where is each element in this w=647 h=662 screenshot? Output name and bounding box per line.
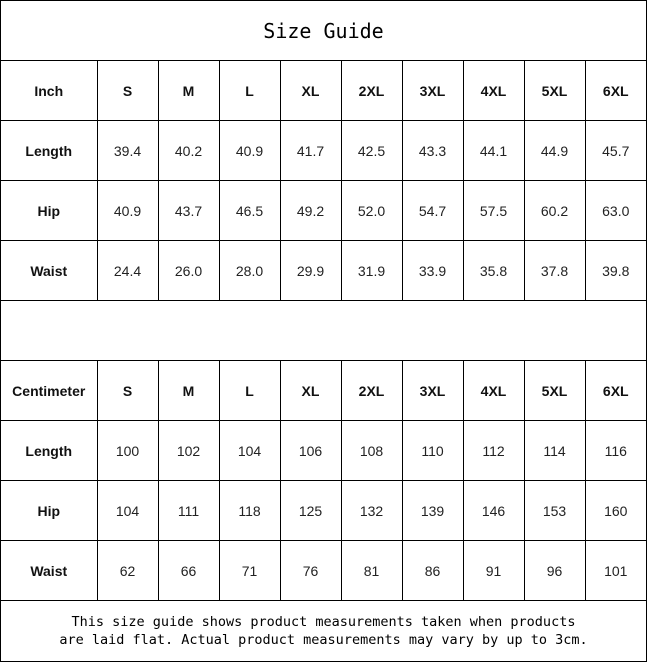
- table-cell: 57.5: [463, 181, 524, 241]
- table-row: [1, 121, 646, 181]
- size-guide-title: Size Guide: [1, 1, 646, 61]
- table-cell: 31.9: [341, 241, 402, 301]
- table-cell: 44.9: [524, 121, 585, 181]
- row-label: Length: [1, 421, 97, 481]
- table-cell: 49.2: [280, 181, 341, 241]
- unit-label-inch: Inch: [1, 61, 97, 121]
- table-cell: 40.9: [97, 181, 158, 241]
- table-row: [1, 181, 646, 241]
- table-cell: 104: [97, 481, 158, 541]
- table-cell: 29.9: [280, 241, 341, 301]
- table-row: [1, 481, 646, 541]
- table-cell: 139: [402, 481, 463, 541]
- table-cell: 39.4: [97, 121, 158, 181]
- table-cell: 33.9: [402, 241, 463, 301]
- size-header: 4XL: [463, 361, 524, 421]
- size-header: M: [158, 361, 219, 421]
- table-cell: 71: [219, 541, 280, 601]
- table-cell: 104: [219, 421, 280, 481]
- table-cell: 43.7: [158, 181, 219, 241]
- table-cell: 106: [280, 421, 341, 481]
- table-cell: 26.0: [158, 241, 219, 301]
- size-header: 3XL: [402, 361, 463, 421]
- table-cell: 45.7: [585, 121, 646, 181]
- size-header: 6XL: [585, 361, 646, 421]
- size-header: 5XL: [524, 61, 585, 121]
- table-cell: 114: [524, 421, 585, 481]
- row-label: Length: [1, 121, 97, 181]
- table-cell: 44.1: [463, 121, 524, 181]
- table-cell: 132: [341, 481, 402, 541]
- size-header: M: [158, 61, 219, 121]
- size-header: XL: [280, 61, 341, 121]
- row-label: Waist: [1, 241, 97, 301]
- centimeter-header-row: [1, 361, 646, 421]
- table-cell: 28.0: [219, 241, 280, 301]
- table-cell: 96: [524, 541, 585, 601]
- table-cell: 52.0: [341, 181, 402, 241]
- table-cell: 100: [97, 421, 158, 481]
- table-cell: 54.7: [402, 181, 463, 241]
- table-row: [1, 241, 646, 301]
- size-header: 2XL: [341, 361, 402, 421]
- table-cell: 125: [280, 481, 341, 541]
- table-cell: 40.9: [219, 121, 280, 181]
- table-cell: 118: [219, 481, 280, 541]
- note-line-1: This size guide shows product measurements taken when products: [71, 613, 576, 630]
- table-cell: 111: [158, 481, 219, 541]
- table-cell: 39.8: [585, 241, 646, 301]
- size-header: 5XL: [524, 361, 585, 421]
- row-label: Waist: [1, 541, 97, 601]
- size-header: S: [97, 361, 158, 421]
- measurement-note: [1, 601, 646, 660]
- size-header: 3XL: [402, 61, 463, 121]
- note-line-2: are laid flat. Actual product measurements may vary by up to 3cm.: [59, 631, 588, 648]
- row-label: Hip: [1, 181, 97, 241]
- row-label: Hip: [1, 481, 97, 541]
- table-cell: 91: [463, 541, 524, 601]
- table-cell: 112: [463, 421, 524, 481]
- size-header: S: [97, 61, 158, 121]
- table-cell: 42.5: [341, 121, 402, 181]
- size-header: XL: [280, 361, 341, 421]
- table-cell: 40.2: [158, 121, 219, 181]
- table-row: [1, 541, 646, 601]
- table-cell: 153: [524, 481, 585, 541]
- table-cell: 35.8: [463, 241, 524, 301]
- table-cell: 116: [585, 421, 646, 481]
- inch-header-row: [1, 61, 646, 121]
- table-cell: 43.3: [402, 121, 463, 181]
- size-header: 2XL: [341, 61, 402, 121]
- table-cell: 46.5: [219, 181, 280, 241]
- table-cell: 102: [158, 421, 219, 481]
- table-cell: 66: [158, 541, 219, 601]
- table-cell: 146: [463, 481, 524, 541]
- inch-table: [1, 61, 646, 301]
- table-cell: 101: [585, 541, 646, 601]
- table-cell: 24.4: [97, 241, 158, 301]
- size-header: 6XL: [585, 61, 646, 121]
- table-row: [1, 421, 646, 481]
- centimeter-table: [1, 361, 646, 601]
- size-header: 4XL: [463, 61, 524, 121]
- table-cell: 41.7: [280, 121, 341, 181]
- table-cell: 160: [585, 481, 646, 541]
- table-cell: 108: [341, 421, 402, 481]
- section-divider: [1, 301, 646, 361]
- table-cell: 63.0: [585, 181, 646, 241]
- table-cell: 110: [402, 421, 463, 481]
- table-cell: 62: [97, 541, 158, 601]
- size-header: L: [219, 361, 280, 421]
- table-cell: 37.8: [524, 241, 585, 301]
- unit-label-centimeter: Centimeter: [1, 361, 97, 421]
- table-cell: 86: [402, 541, 463, 601]
- table-cell: 60.2: [524, 181, 585, 241]
- table-cell: 76: [280, 541, 341, 601]
- size-header: L: [219, 61, 280, 121]
- table-cell: 81: [341, 541, 402, 601]
